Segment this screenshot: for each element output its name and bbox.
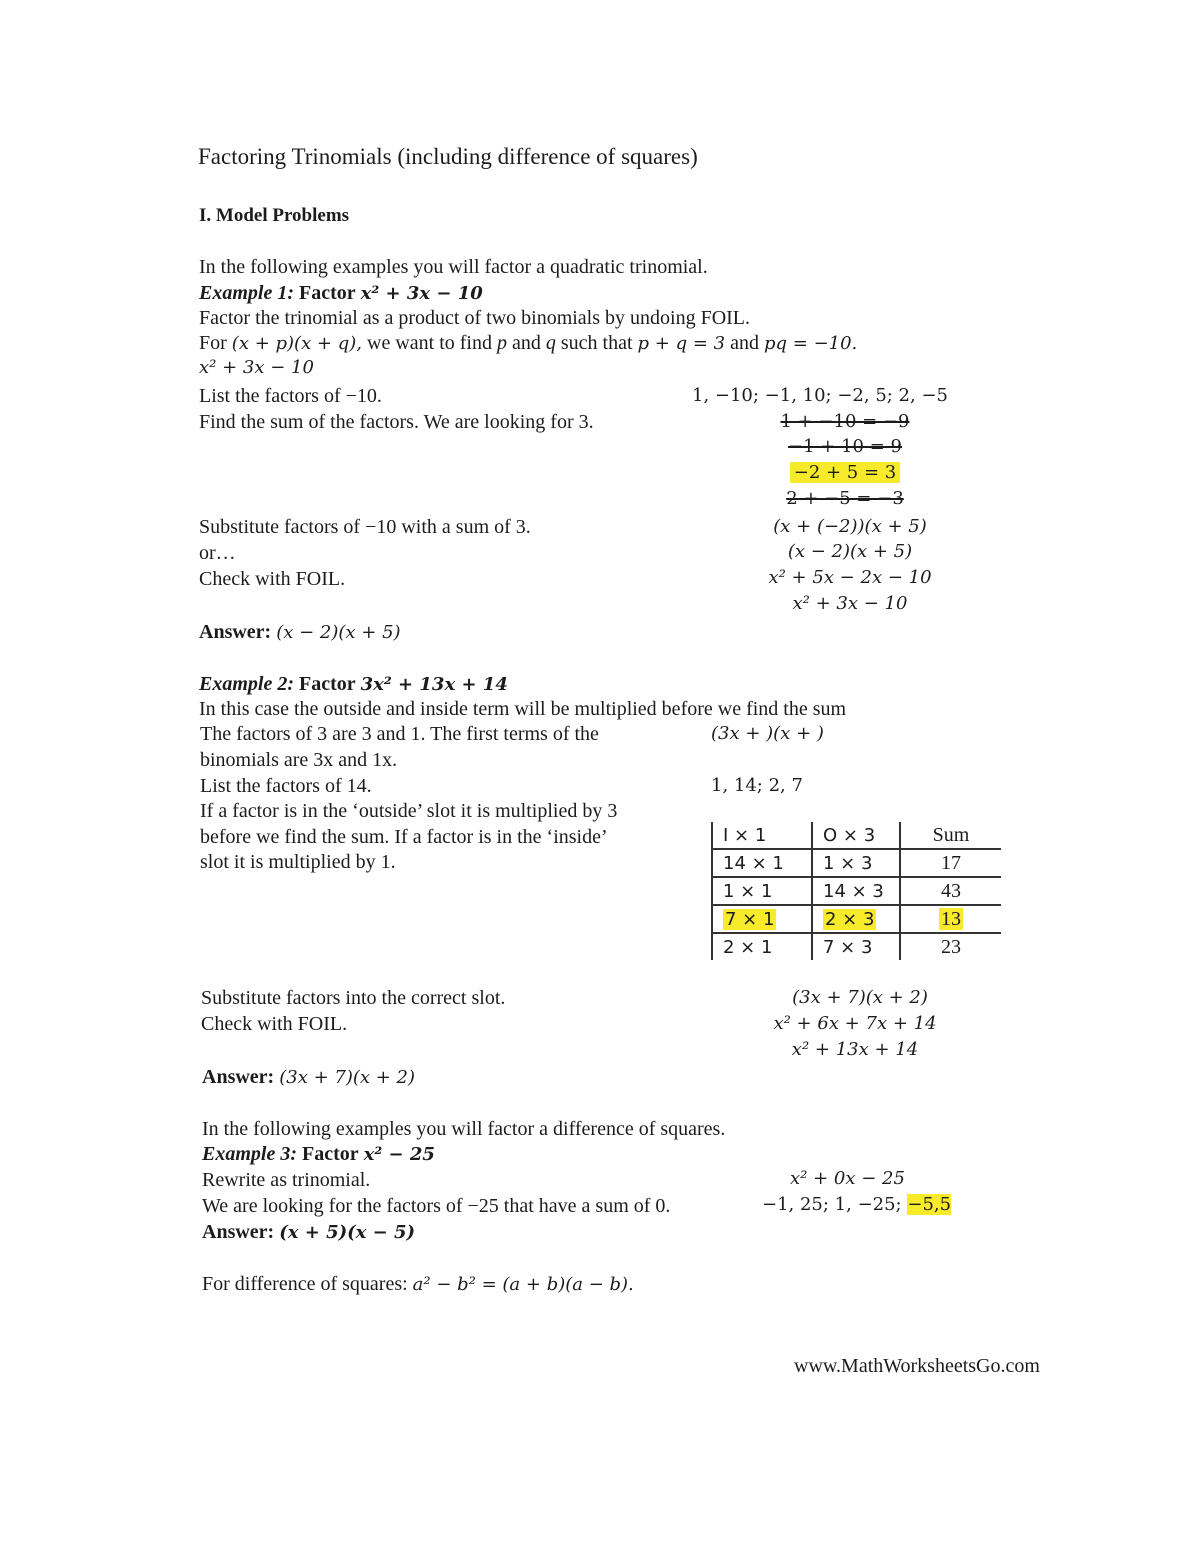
sum-row-3: [760, 461, 930, 485]
sum-row-4: 2 + −5 = −3: [786, 488, 904, 509]
example1-label: Example 1:: [199, 282, 294, 304]
example2-label: Example 2:: [199, 673, 294, 695]
example3-answer-label: Answer:: [202, 1221, 275, 1243]
example2-answer-value: (3x + 7)(x + 2): [279, 1067, 416, 1088]
table-row: 14 × 1 1 × 3 17: [712, 849, 1001, 877]
example1-check-expr1: x² + 5x − 2x − 10: [768, 567, 932, 588]
example1-check-label: Check with FOIL.: [199, 568, 346, 590]
page-title: Factoring Trinomials (including difference of squares): [198, 144, 698, 169]
sum-row-2: −1 + 10 = 9: [788, 436, 902, 457]
factor-table: [711, 822, 1001, 960]
example2-line1: In this case the outside and inside term will be multiplied before we find the sum: [199, 698, 847, 720]
example1-subst-expr: (x + (−2))(x + 5): [773, 516, 927, 537]
example1-expression: x² + 3x − 10: [360, 283, 483, 304]
example2-check-expr2: x² + 13x + 14: [791, 1039, 919, 1060]
example3-rewrite-label: Rewrite as trinomial.: [202, 1169, 371, 1191]
example1-check-expr2: x² + 3x − 10: [792, 593, 908, 614]
difference-of-squares-formula: a² − b² = (a + b)(a − b).: [412, 1274, 634, 1295]
example1-line1: Factor the trinomial as a product of two binomials by undoing FOIL.: [199, 307, 751, 329]
example3-rewrite-expr: x² + 0x − 25: [790, 1168, 905, 1189]
example2-subst-label: Substitute factors into the correct slot.: [201, 987, 506, 1009]
example2-subst-expr: (3x + 7)(x + 2): [792, 987, 928, 1008]
example2-line5: before we find the sum. If a factor is in the ‘inside’: [200, 826, 608, 848]
example1-answer-label: Answer:: [199, 621, 272, 643]
table-row-highlighted: 7 × 1 2 × 3 13: [712, 905, 1001, 933]
example3-answer: [202, 1220, 415, 1245]
example3-factor-word: Factor: [302, 1143, 359, 1165]
example2-line2: The factors of 3 are 3 and 1. The first terms of the: [200, 723, 599, 745]
example3-look-label: We are looking for the factors of −25 that have a sum of 0.: [202, 1195, 671, 1217]
header-sum: Sum: [900, 822, 1001, 849]
example1-heading: [199, 281, 483, 306]
sum-row-3-highlight: −2 + 5 = 3: [790, 462, 901, 483]
example1-or-expr: (x − 2)(x + 5): [787, 541, 913, 562]
footer-website: www.MathWorksheetsGo.com: [794, 1355, 1040, 1377]
intro-difference-of-squares: In the following examples you will factor a difference of squares.: [202, 1118, 726, 1140]
example1-answer: [199, 620, 401, 645]
example1-answer-value: (x − 2)(x + 5): [276, 622, 401, 643]
example3-factors: [762, 1193, 951, 1217]
example1-factors: 1, −10; −1, 10; −2, 5; 2, −5: [692, 385, 948, 406]
example1-list-label: List the factors of −10.: [199, 385, 382, 407]
table-row: 1 × 1 14 × 3 43: [712, 877, 1001, 905]
example1-factor-word: Factor: [299, 282, 356, 304]
intro-quadratic: In the following examples you will factor a quadratic trinomial.: [199, 256, 708, 278]
example1-line2: For (x + p)(x + q), we want to find p and q such that p + q = 3 and pq = −10.: [199, 332, 858, 354]
header-outside: O × 3: [812, 822, 900, 849]
example2-list-label: List the factors of 14.: [200, 775, 372, 797]
example3-answer-value: (x + 5)(x − 5): [279, 1222, 416, 1243]
example2-answer-label: Answer:: [202, 1066, 275, 1088]
example2-line3: binomials are 3x and 1x.: [200, 749, 398, 771]
example1-restate: x² + 3x − 10: [199, 357, 314, 378]
difference-of-squares-label: For difference of squares:: [202, 1273, 408, 1295]
example1-or-label: or…: [199, 542, 236, 564]
table-row: 2 × 1 7 × 3 23: [712, 933, 1001, 960]
example3-heading: [202, 1142, 435, 1167]
example2-check-expr1: x² + 6x + 7x + 14: [773, 1013, 937, 1034]
example2-line4: If a factor is in the ‘outside’ slot it is multiplied by 3: [200, 800, 618, 822]
example3-label: Example 3:: [202, 1143, 297, 1165]
section-heading: I. Model Problems: [199, 205, 350, 226]
example2-answer: [202, 1065, 415, 1090]
example2-expression: 3x² + 13x + 14: [360, 674, 508, 695]
example2-heading: [199, 672, 508, 697]
example2-check-label: Check with FOIL.: [201, 1013, 348, 1035]
difference-of-squares-rule: [202, 1272, 634, 1297]
example2-line6: slot it is multiplied by 1.: [200, 851, 396, 873]
example3-factors-list: −1, 25; 1, −25;: [762, 1194, 902, 1215]
example3-factors-highlight: −5,5: [907, 1194, 952, 1215]
example1-subst-label: Substitute factors of −10 with a sum of 3.: [199, 516, 531, 538]
example2-factors: 1, 14; 2, 7: [711, 775, 803, 796]
example3-expression: x² − 25: [363, 1144, 435, 1165]
sum-row-1: 1 + −10 = −9: [780, 411, 910, 432]
example2-binomial-template: (3x + )(x + ): [711, 723, 824, 744]
factor-table-header: [712, 822, 1001, 849]
example2-factor-word: Factor: [299, 673, 356, 695]
header-inside: I × 1: [712, 822, 812, 849]
example1-sum-label: Find the sum of the factors. We are looking for 3.: [199, 411, 594, 433]
